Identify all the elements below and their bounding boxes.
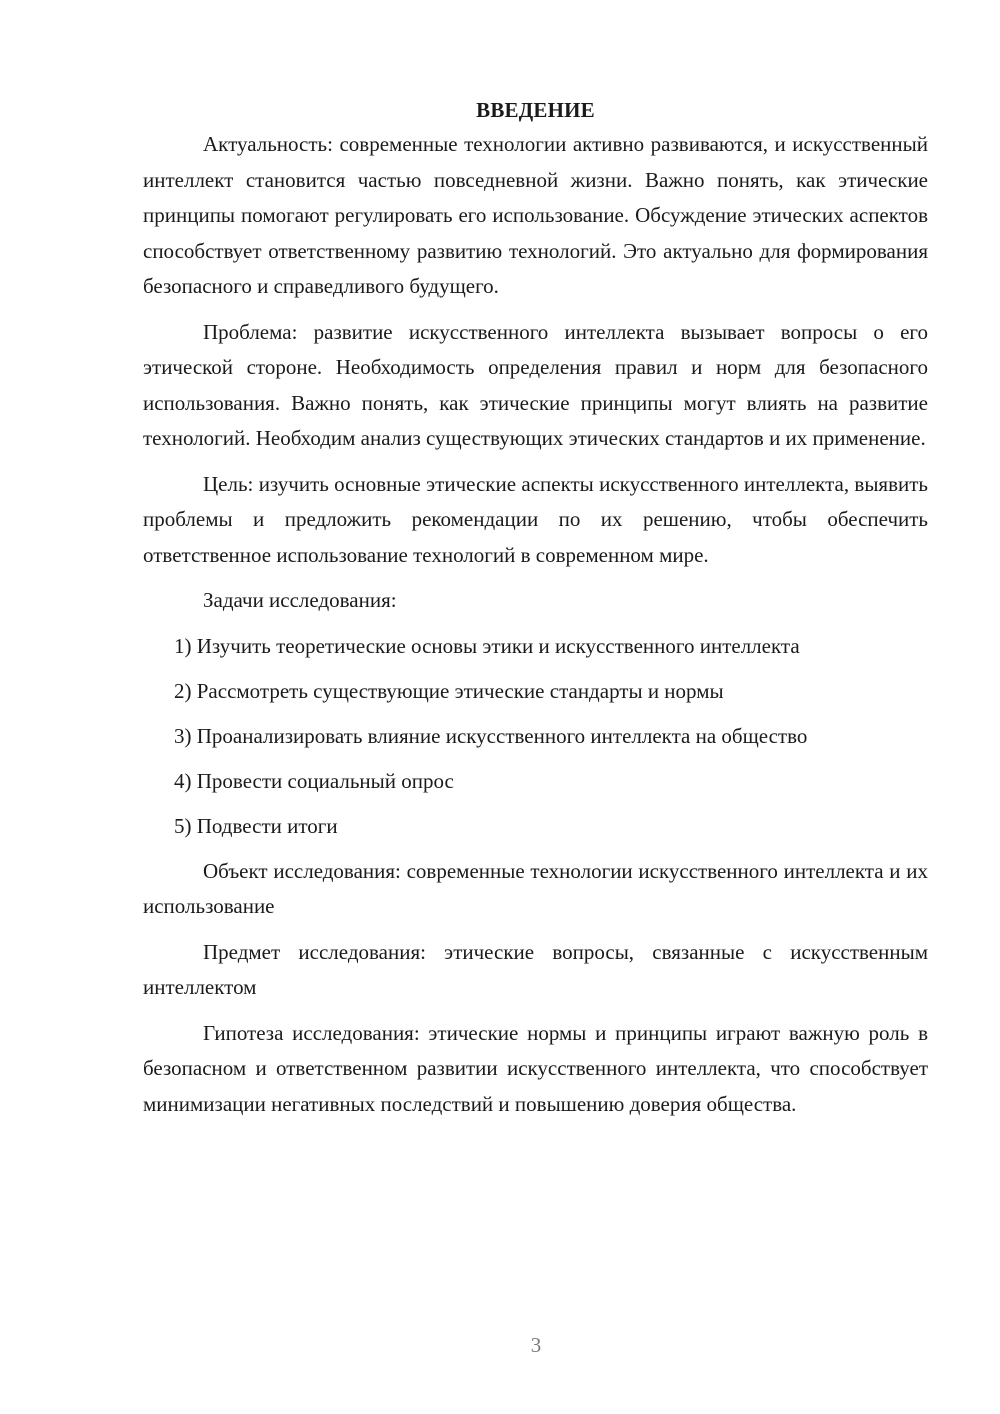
tasks-title: Задачи исследования: [203,588,397,612]
page-content [143,93,928,1132]
relevance-paragraph: Актуальность: современные технологии активно развиваются, и искусственный интеллект становится частью повседневной жизни. Важно понять, как этические принципы помогают регулировать его использование. Обсуждение этических аспектов способствует ответственному развитию технологий. Это актуально для формирования безопасного и справедливого будущего. [143,132,928,298]
list-item: 2) Рассмотреть существующие этические стандарты и нормы [174,678,724,703]
list-item: 1) Изучить теоретические основы этики и искусственного интеллекта [174,633,800,658]
task-list [143,629,928,845]
subject-paragraph: Предмет исследования: этические вопросы, связанные с искусственным интеллектом [143,939,928,999]
list-item: 3) Проанализировать влияние искусственного интеллекта на общество [174,723,808,748]
goal-paragraph: Цель: изучить основные этические аспекты искусственного интеллекта, выявить проблемы и предложить рекомендации по их решению, чтобы обеспечить ответственное использование технологий в современном мире. [143,471,928,567]
page-number: 3 [530,1333,542,1357]
list-item: 5) Подвести итоги [174,813,338,838]
hypothesis-paragraph: Гипотеза исследования: этические нормы и принципы играют важную роль в безопасном и ответственном развитии искусственного интеллекта, что способствует минимизации негативных последствий и повышению доверия общества. [143,1020,928,1116]
section-heading: ВВЕДЕНИЕ [476,98,595,122]
list-item: 4) Провести социальный опрос [174,768,454,793]
object-paragraph: Объект исследования: современные технологии искусственного интеллекта и их использование [143,858,928,918]
problem-paragraph: Проблема: развитие искусственного интеллекта вызывает вопросы о его этической стороне. Необходимость определения правил и норм для безопасного использования. Важно понять, как этические принципы могут влиять на развитие технологий. Необходим анализ существующих этических стандартов и их применение. [143,319,928,450]
